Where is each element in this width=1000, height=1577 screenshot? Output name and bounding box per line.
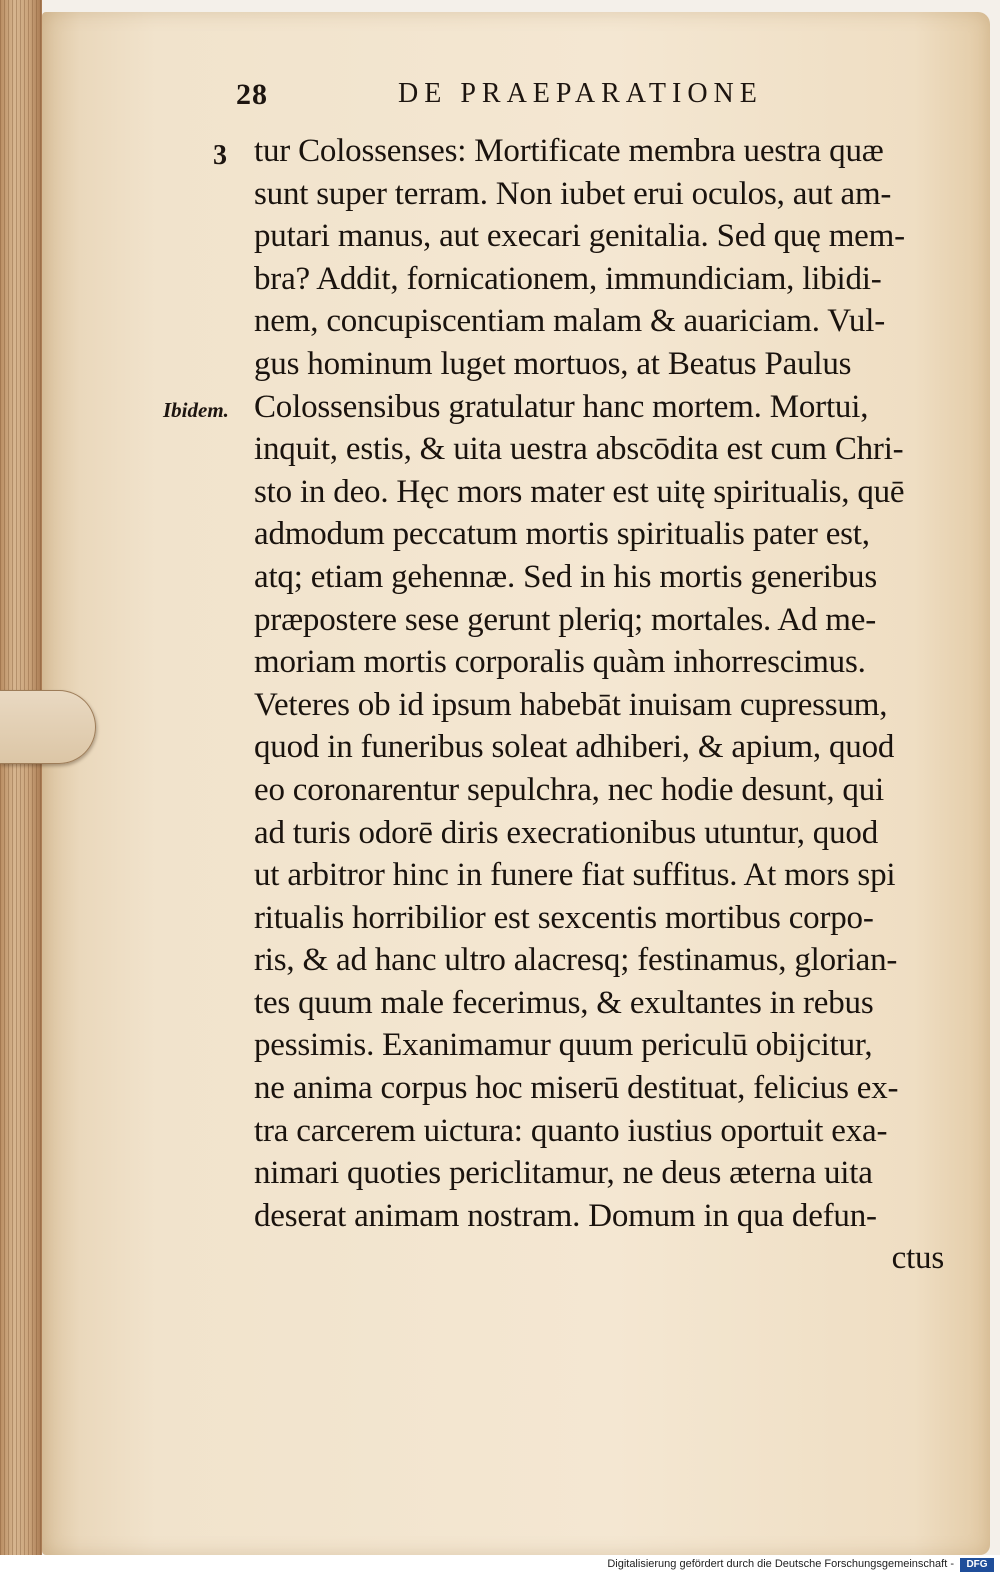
text-line: tra carcerem uictura: quanto iustius oportuit exa-: [254, 1112, 888, 1149]
running-head: DE PRAEPARATIONE: [398, 78, 763, 109]
dfg-logo-icon: DFG: [960, 1558, 994, 1572]
footer-credit: Digitalisierung gefördert durch die Deutsche Forschungsgemeinschaft -: [607, 1558, 954, 1570]
catchword: ctus: [891, 1240, 944, 1277]
text-line: ritualis horribilior est sexcentis mortibus corpo-: [254, 899, 874, 936]
text-line: bra? Addit, fornicationem, immundiciam, libidi-: [254, 260, 882, 297]
text-line: tur Colossenses: Mortificate membra uestra quæ: [254, 133, 884, 169]
text-line: tes quum male fecerimus, & exultantes in rebus: [254, 984, 874, 1021]
text-line: ut arbitror hinc in funere fiat suffitus. At mors spi: [254, 857, 896, 894]
text-line: putari manus, aut execari genitalia. Sed quę mem-: [254, 218, 905, 255]
text-line: moriam mortis corporalis quàm inhorrescimus.: [254, 644, 866, 681]
text-line: sto in deo. Hęc mors mater est uitę spiritualis, quē: [254, 473, 905, 510]
page-stack-edge: [0, 0, 42, 1560]
text-line: gus hominum luget mortuos, at Beatus Paulus: [254, 345, 852, 382]
text-line: sunt super terram. Non iubet erui oculos, aut am-: [254, 175, 892, 212]
bookmark-ribbon: [0, 690, 96, 764]
text-line: inquit, estis, & uita uestra abscōdita est cum Chri-: [254, 431, 904, 468]
digitization-footer: [0, 1555, 1000, 1577]
text-line: atq; etiam gehennæ. Sed in his mortis generibus: [254, 558, 877, 595]
text-line: nem, concupiscentiam malam & auariciam. Vul-: [254, 303, 885, 340]
text-line: Colossensibus gratulatur hanc mortem. Mortui,: [254, 388, 869, 425]
text-line: pessimis. Exanimamur quum periculū obijcitur,: [254, 1027, 873, 1064]
text-line: præpostere sese gerunt pleriq; mortales. Ad me-: [254, 601, 877, 638]
text-line: ad turis odorē diris execrationibus utuntur, quod: [254, 814, 878, 851]
text-line: quod in funeribus soleat adhiberi, & apium, quod: [254, 729, 895, 766]
text-line: Veteres ob id ipsum habebāt inuisam cupressum,: [254, 686, 888, 723]
margin-note: Ibidem.: [163, 398, 229, 422]
folio-number: 28: [236, 78, 268, 111]
text-line: deserat animam nostram. Domum in qua defun-: [254, 1197, 877, 1234]
text-line: ne anima corpus hoc miserū destituat, felicius ex-: [254, 1070, 899, 1107]
text-line: admodum peccatum mortis spiritualis pater est,: [254, 516, 870, 553]
text-line: ris, & ad hanc ultro alacresq; festinamus, glorian-: [254, 942, 898, 979]
margin-line-number: 3: [213, 140, 227, 171]
text-line: eo coronarentur sepulchra, nec hodie desunt, qui: [254, 771, 885, 808]
body-text: [254, 130, 944, 1280]
page-header: [236, 78, 936, 118]
text-line: nimari quoties periclitamur, ne deus æterna uita: [254, 1155, 873, 1192]
